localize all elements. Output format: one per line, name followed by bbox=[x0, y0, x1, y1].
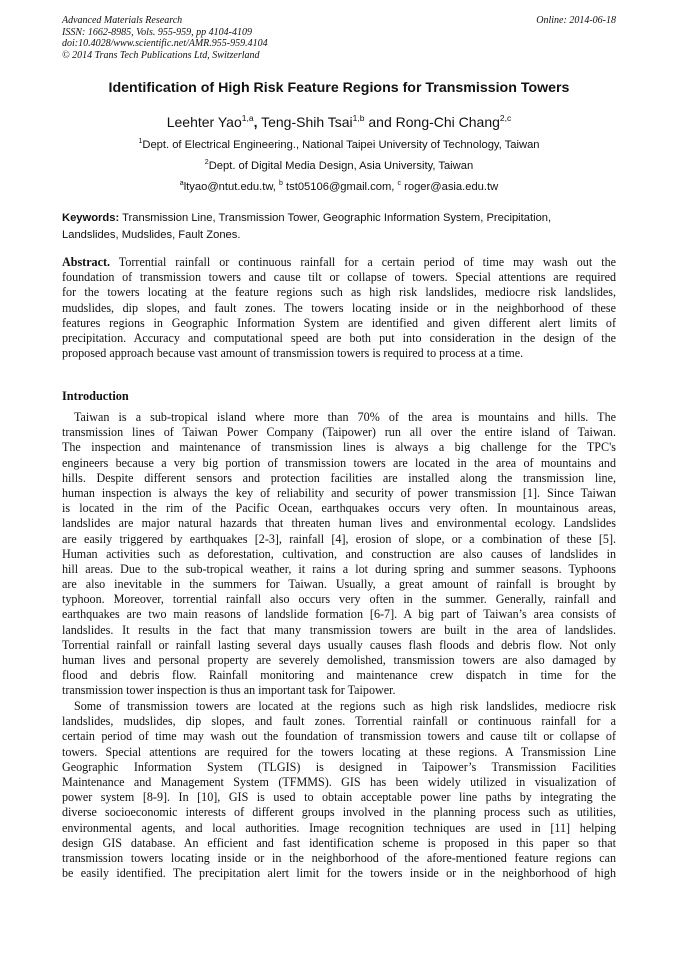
doi: doi:10.4028/www.scientific.net/AMR.955-959.4104 bbox=[62, 38, 268, 49]
body-line: engineers because a very big portion of transmission towers are located in the area of mountains and bbox=[62, 455, 616, 470]
body-line: are easily triggered by earthquakes [2-3], rainfall [4], erosion of slope, or a combination of these [5]. bbox=[62, 531, 616, 546]
body-line: is located in the rim of the Pacific Ocean, earthquakes occurs very often. In mountainous areas, bbox=[62, 501, 616, 516]
affiliation-superscript: 1 bbox=[138, 138, 143, 145]
email-text: roger@asia.edu.tw bbox=[401, 181, 499, 193]
abstract-line: precipitation. Accuracy and computational speed are both put into consideration in the design of the bbox=[62, 330, 616, 345]
body-line: human lives and personal property are severely demolished, transmission towers are also damaged by bbox=[62, 653, 616, 667]
author-superscript: 1,b bbox=[352, 113, 365, 123]
abstract-line: mudslides, dip slopes, and fault zones. The towers locating inside or in the neighborhood of these bbox=[62, 300, 616, 315]
affiliation-2 bbox=[40, 160, 638, 172]
body-line: transmission tower inspection is thus an important task for Taipower. bbox=[62, 683, 396, 698]
affiliation-superscript: 2 bbox=[204, 159, 209, 166]
body-line: Maintenance and Management System (TFMMS). GIS has been widely utilized in visualization of bbox=[62, 774, 616, 789]
body-line: power system [8-9]. In [10], GIS is used to obtain acceptable power line paths by integrating the bbox=[62, 790, 616, 805]
email-superscript: c bbox=[397, 180, 402, 187]
intro-paragraph-1 bbox=[62, 410, 616, 699]
body-line: hill areas. Due to the sub-tropical weather, it rains a lot during spring and summer seasons. Typhoons bbox=[62, 561, 616, 576]
keywords-line bbox=[62, 210, 616, 227]
body-line: transmission lines of Taiwan Power Company (Taipower) run all over the entire island of Taiwan. bbox=[62, 425, 616, 440]
author-emails bbox=[40, 181, 638, 193]
body-line: Human activities such as deforestation, cultivation, and construction are also causes of landslides in bbox=[62, 546, 616, 561]
body-line: environmental agents, and local authorities. Image recognition techniques are used in [11] helping bbox=[62, 820, 616, 835]
body-line: landslides are major natural hazards that threaten human lives and environmental ecology. Landslides bbox=[62, 516, 616, 531]
email-text: ltyao@ntut.edu.tw, bbox=[183, 181, 280, 193]
abstract-line: foundation of transmission towers and cause tilt or collapse of towers. Special attentions are required bbox=[62, 270, 616, 285]
email-superscript: a bbox=[179, 180, 184, 187]
affiliation-text: Dept. of Electrical Engineering., National Taipei University of Technology, Taiwan bbox=[142, 139, 540, 151]
body-line: flood and debris flow. Rainfall monitoring and maintenance crew dispatch in time for the bbox=[62, 668, 616, 683]
keywords bbox=[62, 210, 616, 243]
abstract-line: proposed approach because vast amount of transmission towers is required to process at a time. bbox=[62, 346, 524, 361]
abstract-text: Torrential rainfall or continuous rainfall for a certain period of time may wash out the bbox=[110, 255, 616, 269]
body-line: design GIS database. An efficient and fast identification scheme is proposed in this paper so that bbox=[62, 835, 616, 850]
keywords-label: Keywords: bbox=[62, 212, 120, 224]
online-date: Online: 2014-06-18 bbox=[536, 15, 616, 26]
section-heading-introduction: Introduction bbox=[62, 389, 129, 403]
author-separator: , bbox=[253, 114, 258, 130]
keywords-line: Landslides, Mudslides, Fault Zones. bbox=[62, 228, 241, 241]
body-line: The inspection and maintenance of transmission lines is always a big challenge for the TPC's bbox=[62, 440, 616, 455]
body-line: landslides, mudslides, dip slopes, and fault zones. Torrential rainfall or continuous rainfall for a bbox=[62, 714, 616, 729]
keywords-text: Transmission Line, Transmission Tower, Geographic Information System, Precipitation, bbox=[119, 212, 552, 224]
body-line: transmission towers locating inside or in the neighborhood of the afore-mentioned feature regions can bbox=[62, 850, 616, 865]
body-line: be easily identified. The precipitation alert limit for the towers inside or in the neighborhood of high bbox=[62, 866, 616, 881]
body-line: Some of transmission towers are located at the regions such as high risk landslides, mediocre risk bbox=[74, 699, 616, 713]
abstract-line: features regions in Geographic Information System are identified and given different alert limits of bbox=[62, 315, 616, 330]
copyright: © 2014 Trans Tech Publications Ltd, Switzerland bbox=[62, 49, 260, 61]
body-line: are also inevitable in the summers for Taiwan. Usually, a great amount of rainfall is brought by bbox=[62, 577, 616, 592]
body-line: hills. Despite different sensors and protection facilities are installed along the transmission line, bbox=[62, 470, 616, 485]
body-line: Torrential rainfall or rainfall lasting several days usually causes flash floods and debris flow. Not only bbox=[62, 637, 616, 652]
affiliation-1 bbox=[40, 139, 638, 151]
abstract-line: for the towers locating at the feature regions such as high risk landslides, mediocre risk landslides, bbox=[62, 285, 616, 300]
paper-title: Identification of High Risk Feature Regions for Transmission Towers bbox=[108, 80, 570, 96]
body-line: towers. Special attentions are required for the towers locating at these regions. A Transmission Line bbox=[62, 744, 616, 759]
email-superscript: b bbox=[279, 180, 283, 187]
body-line: diverse socioeconomic interests of different groups involved in the planning process such as utilities, bbox=[62, 805, 616, 820]
body-line: earthquakes are two main reasons of landslide formation [6-7]. A big part of Taiwan’s area consists of bbox=[62, 607, 616, 622]
journal-name: Advanced Materials Research bbox=[62, 15, 183, 26]
body-line: Taiwan is a sub-tropical island where more than 70% of the area is mountains and hills. The bbox=[74, 410, 616, 424]
email-text: tst05106@gmail.com, bbox=[282, 181, 398, 193]
author-name: and Rong-Chi Chang bbox=[364, 114, 500, 130]
journal-header bbox=[62, 15, 616, 61]
author-name: Teng-Shih Tsai bbox=[257, 114, 353, 130]
body-line: typhoon. Moreover, torrential rainfall also occurs very often in the summer. Generally, rainfall and bbox=[62, 592, 616, 607]
author-superscript: 2,c bbox=[499, 113, 512, 123]
abstract-label: Abstract. bbox=[62, 255, 111, 269]
author-list bbox=[40, 114, 638, 130]
abstract bbox=[62, 255, 616, 361]
body-line: human inspection is always the key of reliability and security of power transmission [1]. Since Taiwan bbox=[62, 485, 616, 500]
abstract-line bbox=[62, 255, 616, 270]
author-name: Leehter Yao bbox=[166, 114, 242, 130]
issn: ISSN: 1662-8985, Vols. 955-959, pp 4104-4109 bbox=[62, 26, 252, 38]
body-line: Geographic Information System (TLGIS) is designed in Taipower’s Transmission Facilities bbox=[62, 759, 616, 774]
body-line: certain period of time may wash out the foundation of transmission towers and cause tilt or collapse of bbox=[62, 729, 616, 744]
intro-paragraph-2 bbox=[62, 699, 616, 881]
author-superscript: 1,a bbox=[241, 113, 254, 123]
affiliation-text: Dept. of Digital Media Design, Asia University, Taiwan bbox=[208, 160, 474, 172]
body-line: landslides. It results in the fact that many transmission towers are built in the area of landslides. bbox=[62, 622, 616, 637]
